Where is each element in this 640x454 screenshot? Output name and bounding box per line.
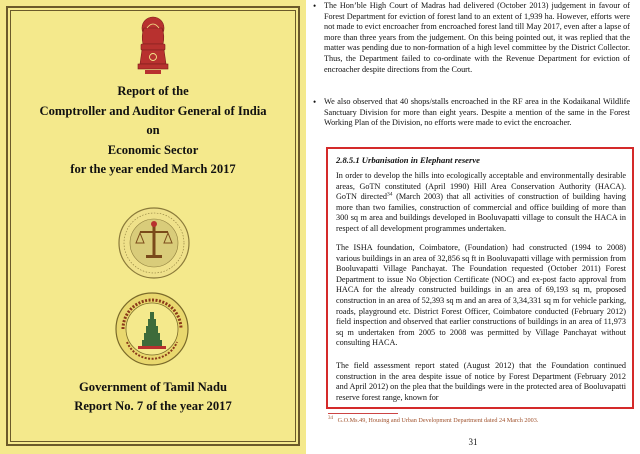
cover-title-line: for the year ended March 2017 [70, 162, 236, 176]
paragraph-text: In order to develop the hills into ecologically acceptable and environmentally desirable areas, GoTN constituted (April 1990) Hill Area Conservation Authority (HACA). GoTN directed [336, 171, 626, 202]
tamil-nadu-seal-icon [113, 290, 191, 368]
section-paragraph: The ISHA foundation, Coimbatore, (Foundation) had constructed (1994 to 2008) various buildings in an area of 32,856 sq ft in Booluvapatti village with permission from Booluvapatti Village Panchayat. The Foundation requested (October 2011) Forest Department to issue No Objection Certificate (NOC) and ex-post facto approval from HACA for the already constructed buildings in an area of 69,193 sq m, proposed construction in an area of 52,393 sq m and an area of 3,34,331 sq m for vehicle parking, roads, playground etc. District Forest Officer, Coimbatore conducted (February 2012) field inspection and observed that earlier constructions of buildings in an area of 11,973 sq m undertaken from 2005 to 2008 was permitted by Village Panchayat without consulting HACA. [336, 243, 626, 348]
footnote-text: G.O.Ms.49, Housing and Urban Development Department dated 24 March 2003. [337, 417, 539, 424]
footnote-reference: 34 [386, 191, 393, 198]
cover-footer-line: Government of Tamil Nadu [79, 380, 227, 394]
bullet-item [313, 97, 630, 129]
section-heading: 2.8.5.1 Urbanisation in Elephant reserve [336, 155, 480, 165]
national-emblem-icon [135, 14, 171, 76]
paragraph-text: (March 2003) that all activities of construction of building having more than two families, construction of commercial and office building of more than 300 sq m area and buildings developed in Booluvapatti village to consult the HACA in respect of all development programmes undertaken. [336, 192, 626, 233]
highlighted-section [326, 147, 634, 409]
bullet-icon: • [313, 97, 317, 107]
section-paragraph: The field assessment report stated (August 2012) that the Foundation continued construction in the area despite issue of notice by Forest Department (February 2012 and April 2012) on the plea that the buildings were in the protected area of Booluvapatti reserve forest range, known for [336, 361, 626, 402]
cag-seal-icon [116, 205, 192, 281]
cover-footer-line: Report No. 7 of the year 2017 [74, 399, 232, 413]
footnote-divider [328, 413, 398, 414]
report-page [306, 0, 640, 454]
page-number: 31 [468, 437, 478, 447]
bullet-icon: • [313, 1, 317, 11]
report-cover [0, 0, 306, 454]
section-paragraph [336, 171, 626, 235]
cover-title-line: Economic Sector [107, 142, 199, 157]
footnote [328, 417, 538, 425]
cover-title [0, 82, 306, 180]
bullet-text: We also observed that 40 shops/stalls encroached in the RF area in the Kodaikanal Wildlife Sanctuary Division for more than eight years. Despite a mention of the same in the Forest Working Plan of the Division, no efforts were made to evict the encroacher. [324, 97, 630, 128]
cover-title-line: Comptroller and Auditor General of India [39, 103, 267, 118]
bullet-item [313, 1, 630, 75]
cover-footer [0, 378, 306, 416]
cover-title-line: on [146, 123, 160, 137]
footnote-number: 34 [328, 415, 333, 421]
cover-title-line: Report of the [117, 84, 189, 98]
bullet-text: The Hon’ble High Court of Madras had delivered (October 2013) judgement in favour of Forest Department for eviction of forest land to an extent of 1,939 ha. However, efforts were not made to evict encroacher from encroached forest land till May 2017, even after a lapse of more than three years from the judgement. On this being pointed out, it was replied that the matter was pending due to non-formation of a high level committee by the District Collector. Thus, the Department failed to co-ordinate with the Revenue Department for eviction of encroacher despite directions from the Court. [324, 1, 630, 74]
